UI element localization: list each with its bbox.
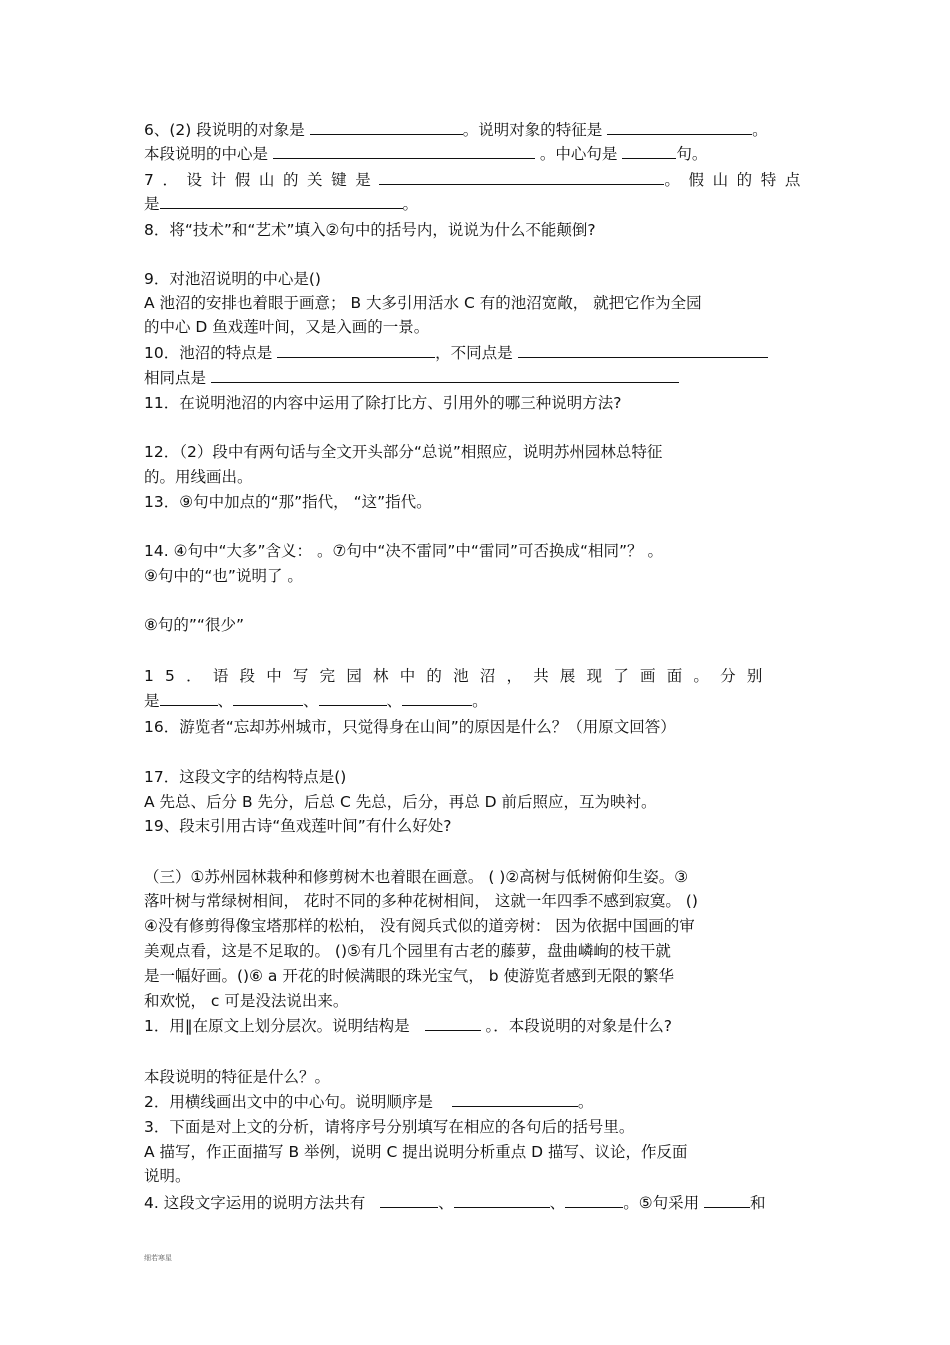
p3-q4-blank-4 — [565, 1192, 623, 1208]
p3-q4-blank-1 — [380, 1192, 438, 1208]
passage3-line6: 和欢悦， c 可是没法说出来。 — [144, 992, 349, 1010]
p3-q1-structure-blank — [425, 1015, 481, 1031]
q11: 11．在说明池沼的内容中运用了除打比方、引用外的哪三种说明方法? — [144, 394, 622, 412]
passage3-line4: 美观点看，这是不足取的。 ()⑤有几个园里有古老的藤萝，盘曲嶙峋的枝干就 — [144, 942, 671, 960]
p3-q2-order-blank — [452, 1091, 578, 1107]
q15-blank-1 — [160, 690, 218, 706]
p3-q3-stem: 3．下面是对上文的分析，请将序号分别填写在相应的各句后的括号里。 — [144, 1118, 635, 1136]
q19: 19、段末引用古诗“鱼戏莲叶间”有什么好处? — [144, 817, 452, 835]
p3-q1: 1．用‖在原文上划分层次。说明结构是 。．本段说明的对象是什么? — [144, 1017, 672, 1035]
q10-feature-blank — [277, 342, 435, 358]
q10-difference-blank — [518, 342, 768, 358]
q6-center-blank — [273, 143, 535, 159]
passage3-line1: （三）①苏州园林栽种和修剪树木也着眼在画意。 ( )②高树与低树俯仰生姿。③ — [144, 868, 689, 886]
q6-line2: 本段说明的中心是 。中心句是 句。 — [144, 145, 708, 163]
q6-sentence-blank — [622, 143, 676, 159]
q13: 13．⑨句中加点的“那”指代， “这”指代。 — [144, 493, 432, 511]
q10-line2: 相同点是 — [144, 367, 808, 389]
q17-stem: 17．这段文字的结构特点是() — [144, 768, 347, 786]
p3-q1-feature: 本段说明的特征是什么？。 — [144, 1068, 331, 1086]
q9-options-line1: A 池沼的安排也着眼于画意； B 大多引用活水 C 有的池沼宽敞， 就把它作为全园 — [144, 294, 702, 312]
q7-line2: 是 。 — [144, 195, 419, 213]
q9-options-line2: 的中心 D 鱼戏莲叶间，又是入画的一景。 — [144, 318, 430, 336]
p3-q4-blank-5 — [704, 1192, 750, 1208]
q14-line3: ⑧句的”“很少” — [144, 616, 244, 634]
q15-line2: 是 、 、 、 。 — [144, 692, 488, 710]
q10-line1: 10．池沼的特点是 ，不同点是 — [144, 342, 808, 364]
p3-q3-options-line1: A 描写，作正面描写 B 举例，说明 C 提出说明分析重点 D 描写、议论，作反面 — [144, 1143, 688, 1161]
p3-q4: 4. 这段文字运用的说明方法共有 、 、 。⑤句采用 和 — [144, 1194, 766, 1212]
passage3-line2: 落叶树与常绿树相间， 花时不同的多种花树相间， 这就一年四季不感到寂寞。 () — [144, 892, 698, 910]
q10-same-blank — [211, 367, 679, 383]
q8: 8．将“技术”和“艺术”填入②句中的括号内，说说为什么不能颠倒? — [144, 221, 596, 239]
q15-blank-2 — [233, 690, 303, 706]
p3-q3-options-line2: 说明。 — [144, 1167, 191, 1185]
p3-q4-blank-2 — [454, 1192, 492, 1208]
q15-blank-4 — [402, 690, 472, 706]
q7-key-blank — [379, 169, 664, 185]
passage3-line3: ④没有修剪得像宝塔那样的松柏， 没有阅兵式似的道旁树： 因为依据中国画的审 — [144, 917, 695, 935]
q6-feature-blank — [607, 119, 752, 135]
q7-feature-blank — [160, 193, 403, 209]
p3-q2: 2．用横线画出文中的中心句。说明顺序是 。 — [144, 1093, 594, 1111]
q15-blank-3 — [319, 690, 387, 706]
q12-line1: 12．（2）段中有两句话与全文开头部分“总说”相照应，说明苏州园林总特征 — [144, 443, 663, 461]
q6-line1: 6、(2) 段说明的对象是 。说明对象的特征是 。 — [144, 121, 768, 139]
footer-text: 细若寒星 — [144, 1254, 172, 1262]
q17-options: A 先总、后分 B 先分，后总 C 先总，后分，再总 D 前后照应，互为映衬。 — [144, 793, 657, 811]
q12-line2: 的。用线画出。 — [144, 468, 253, 486]
q14-line2: ⑨句中的“也”说明了 。 — [144, 567, 303, 585]
q7-line1: 7．设计假山的关键是 。假山的特点 — [144, 171, 809, 189]
q9-stem: 9．对池沼说明的中心是() — [144, 270, 321, 288]
q14-line1: 14. ④句中“大多”含义： 。⑦句中“决不雷同”中“雷同”可否换成“相同”？ 。 — [144, 542, 663, 560]
p3-q4-blank-3 — [492, 1192, 550, 1208]
q15-line1: 15．语段中写完园林中的池沼，共展现了画面。分别 — [144, 667, 774, 685]
q6-object-blank — [310, 119, 463, 135]
passage3-line5: 是一幅好画。()⑥ a 开花的时候满眼的珠光宝气， b 使游览者感到无限的繁华 — [144, 967, 675, 985]
q16: 16．游览者“忘却苏州城市，只觉得身在山间”的原因是什么？（用原文回答） — [144, 718, 676, 736]
